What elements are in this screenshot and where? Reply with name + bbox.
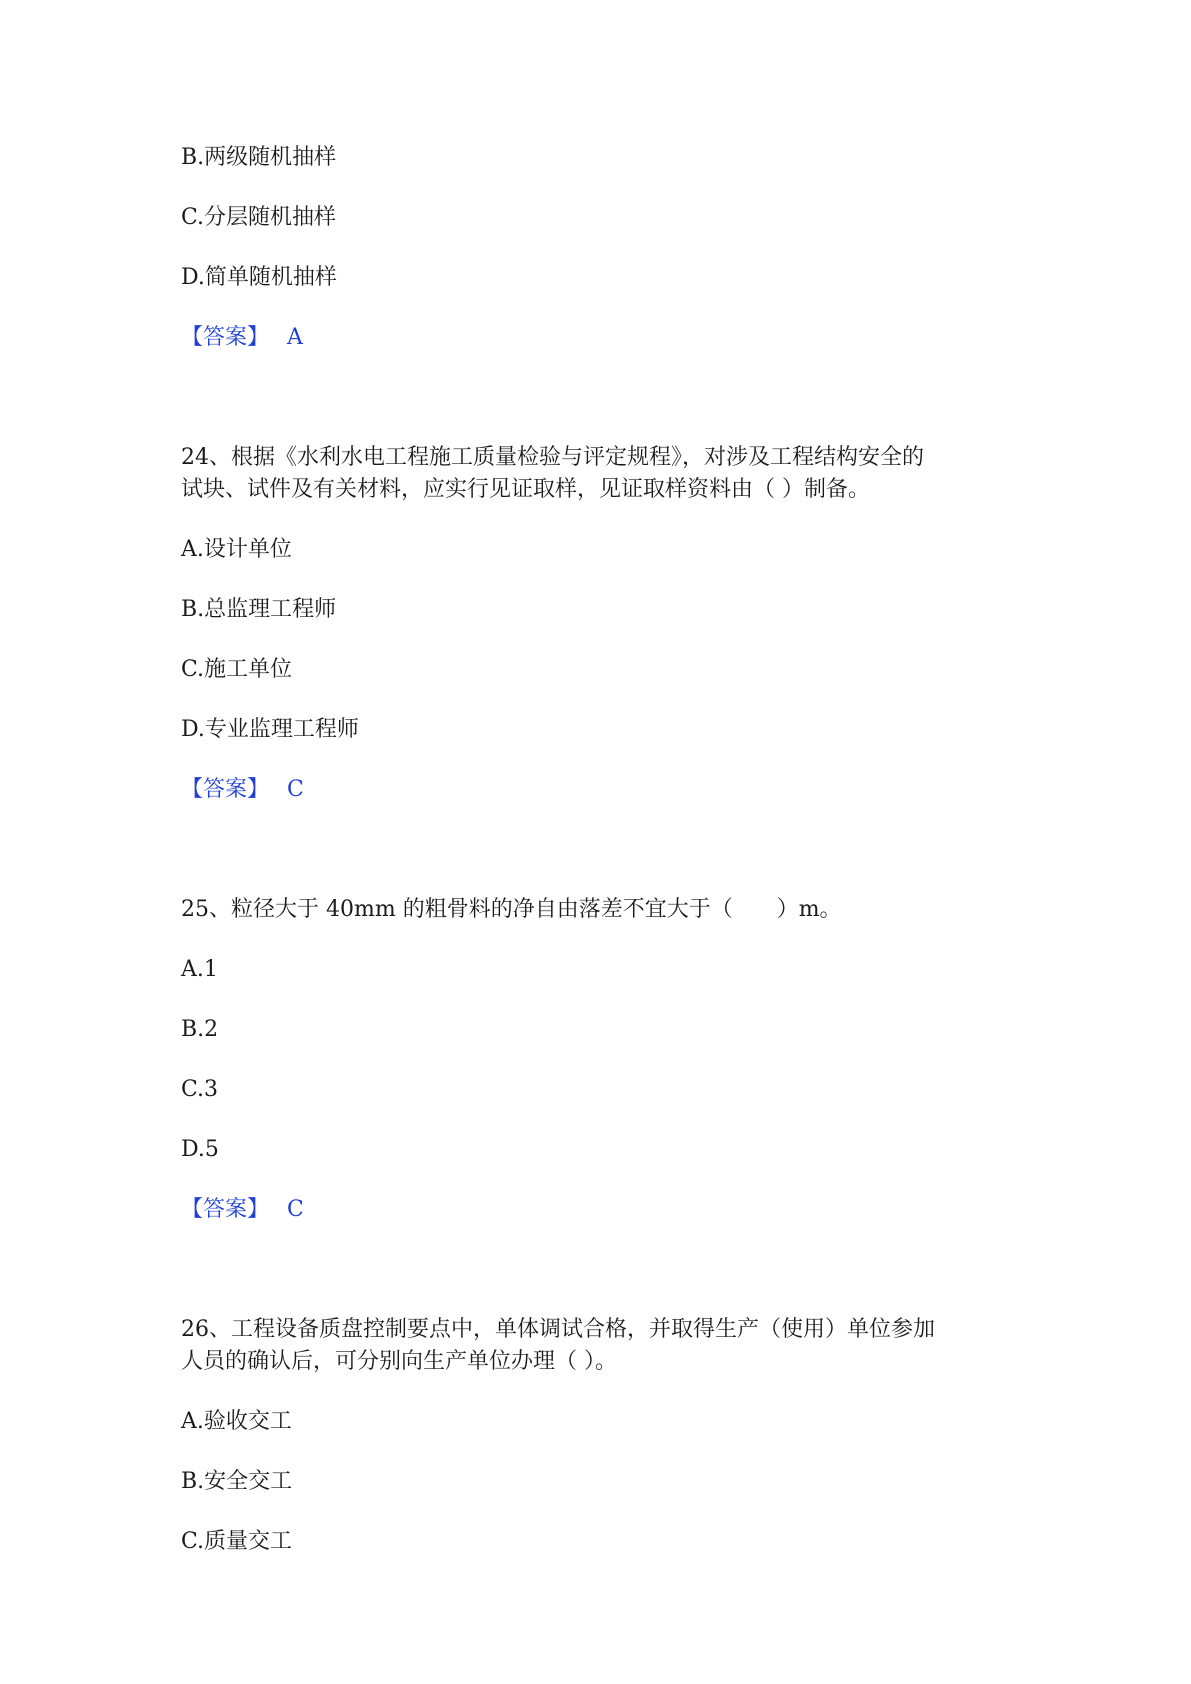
- q25-stem: 25、粒径大于 40mm 的粗骨料的净自由落差不宜大于（ ）m。: [181, 897, 842, 922]
- q25-option-d: D.5: [181, 1137, 219, 1162]
- q25-option-a: A.1: [181, 957, 218, 982]
- q24-option-c: C.施工单位: [181, 657, 293, 682]
- q25-option-c: C.3: [181, 1077, 219, 1102]
- q23-answer: [181, 323, 303, 353]
- q26-option-c: C.质量交工: [181, 1529, 293, 1554]
- q26-stem-line-2: 人员的确认后，可分别向生产单位办理（ ）。: [181, 1349, 617, 1374]
- q26-option-a: A.验收交工: [181, 1409, 292, 1434]
- answer-value: A: [287, 325, 303, 350]
- q23-option-c: C.分层随机抽样: [181, 205, 337, 230]
- q24-option-d: D.专业监理工程师: [181, 717, 359, 742]
- answer-label: 【答案】: [181, 1197, 270, 1222]
- q24-stem-line-1: 24、根据《水利水电工程施工质量检验与评定规程》，对涉及工程结构安全的: [181, 445, 924, 470]
- q26-stem-line-1: 26、工程设备质盘控制要点中，单体调试合格，并取得生产（使用）单位参加: [181, 1317, 935, 1342]
- answer-value: C: [287, 1197, 304, 1222]
- q25-answer: [181, 1195, 304, 1225]
- answer-label: 【答案】: [181, 777, 270, 802]
- q23-option-b: B.两级随机抽样: [181, 145, 337, 170]
- q24-option-b: B.总监理工程师: [181, 597, 337, 622]
- q23-option-d: D.简单随机抽样: [181, 265, 337, 290]
- q25-option-b: B.2: [181, 1017, 219, 1042]
- answer-label: 【答案】: [181, 325, 270, 350]
- q24-stem-line-2: 试块、试件及有关材料，应实行见证取样，见证取样资料由（ ）制备。: [181, 477, 870, 502]
- q24-option-a: A.设计单位: [181, 537, 292, 562]
- q24-answer: [181, 775, 304, 805]
- q26-option-b: B.安全交工: [181, 1469, 293, 1494]
- answer-value: C: [287, 777, 304, 802]
